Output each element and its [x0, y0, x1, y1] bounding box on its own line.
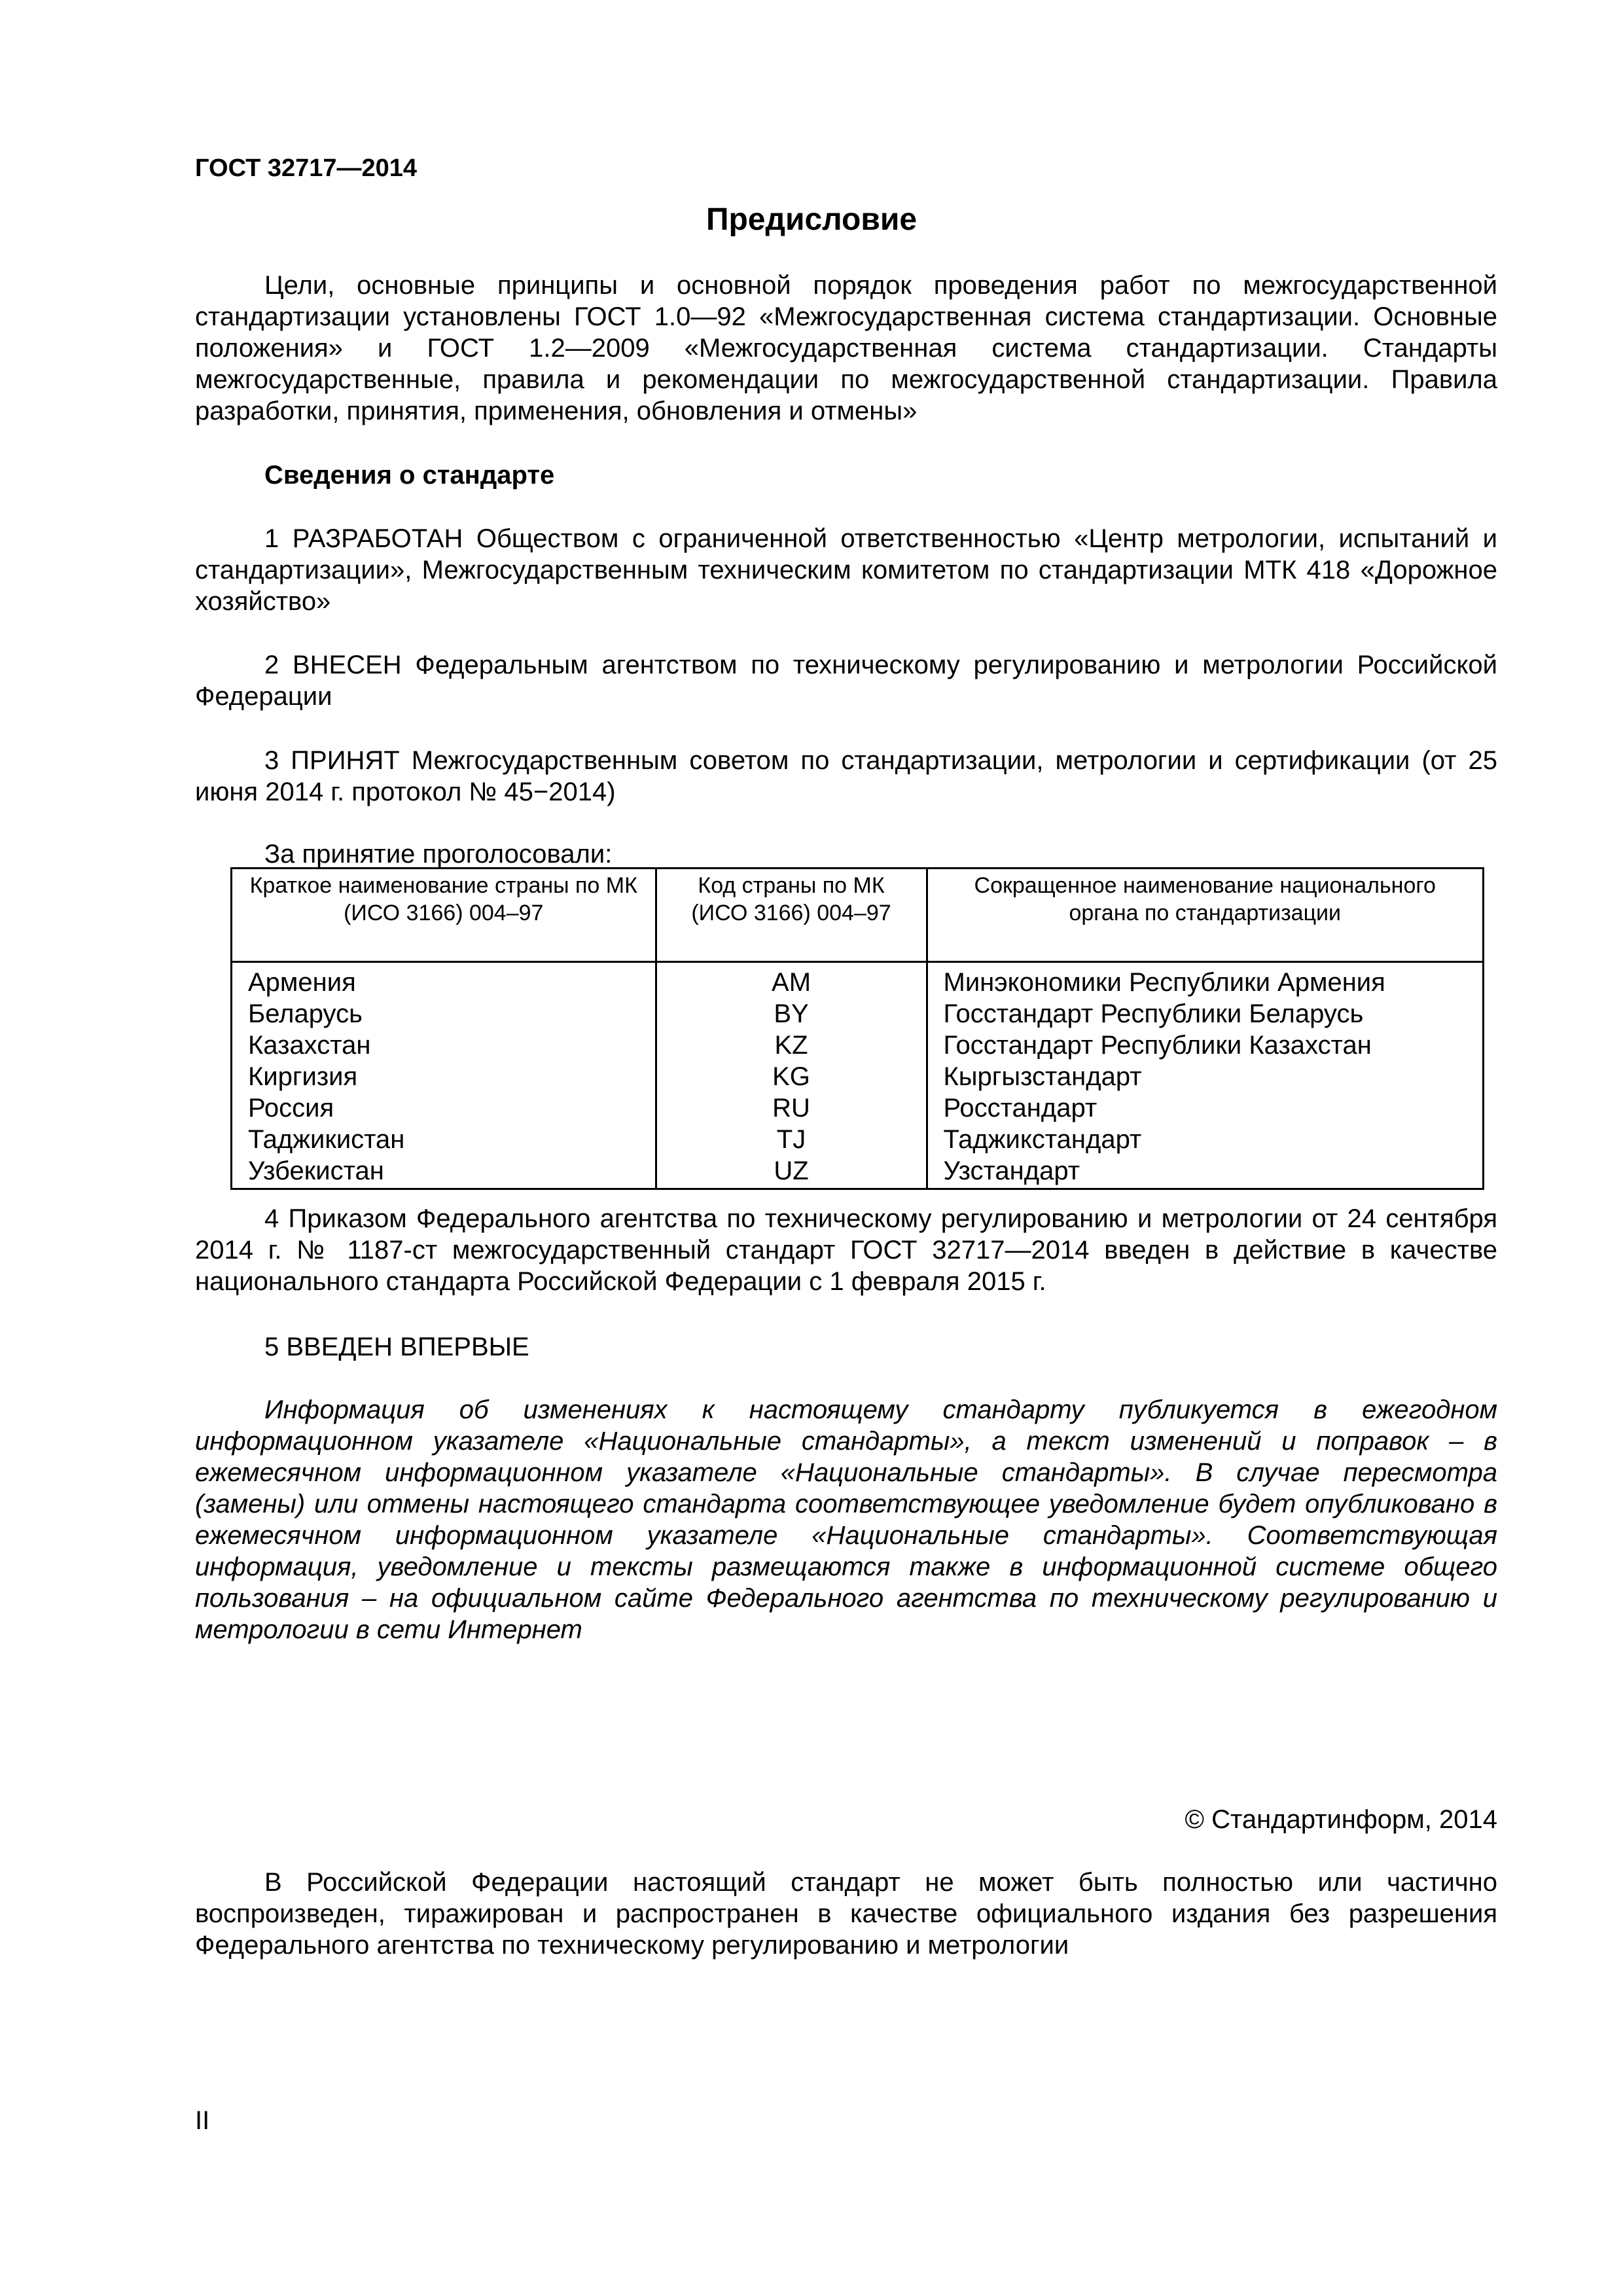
header-country-code: Код страны по МК (ИСО 3166) 004–97 — [656, 869, 927, 962]
table-row — [232, 962, 1484, 999]
table-header-row — [232, 869, 1484, 962]
document-code: ГОСТ 32717—2014 — [195, 154, 418, 182]
country-cell: Казахстан — [232, 1030, 656, 1061]
code-cell: KZ — [656, 1030, 927, 1061]
copyright: © Стандартинформ, 2014 — [1185, 1805, 1497, 1834]
table-row — [232, 1124, 1484, 1155]
country-cell: Таджикистан — [232, 1124, 656, 1155]
country-cell: Россия — [232, 1092, 656, 1124]
changes-info-notice: Информация об изменениях к настоящему стандарту публикуется в ежегодном информационном указателе «Национальные стандарты», а текст изменений и поправок – в ежемесячном информационном указателе «Национальные стандарты». В случае пересмотра (замены) или отмены настоящего стандарта соответствующее уведомление будет опубликовано в ежемесячном информационном указателе «Национальные стандарты». Соответствующая информация, уведомление и тексты размещаются также в информационной системе общего пользования – на официальном сайте Федерального агентства по техническому регулированию и метрологии в сети Интернет — [195, 1395, 1497, 1644]
body-cell: Росстандарт — [927, 1092, 1484, 1124]
country-cell: Беларусь — [232, 998, 656, 1030]
country-cell: Киргизия — [232, 1061, 656, 1092]
intro-paragraph: Цели, основные принципы и основной порядок проведения работ по межгосударственной стандартизации установлены ГОСТ 1.0—92 «Межгосударственная система стандартизации. Основные положения» и ГОСТ 1.2—2009 «Межгосударственная система стандартизации. Стандарты межгосударственные, правила и рекомендации по межгосударственной стандартизации. Правила разработки, принятия, применения, обновления и отмены» — [195, 271, 1497, 425]
body-cell: Госстандарт Республики Казахстан — [927, 1030, 1484, 1061]
table-row — [232, 998, 1484, 1030]
standard-info-heading: Сведения о стандарте — [264, 461, 555, 490]
code-cell: RU — [656, 1092, 927, 1124]
table-row — [232, 1092, 1484, 1124]
code-cell: BY — [656, 998, 927, 1030]
body-cell: Кыргызстандарт — [927, 1061, 1484, 1092]
voting-caption: За принятие проголосовали: — [264, 840, 613, 869]
item-1-developed: 1 РАЗРАБОТАН Обществом с ограниченной ответственностью «Центр метрологии, испытаний и стандартизации», Межгосударственным техническим комитетом по стандартизации МТК 418 «Дорожное хозяйство» — [195, 524, 1497, 616]
body-cell: Таджикстандарт — [927, 1124, 1484, 1155]
code-cell: KG — [656, 1061, 927, 1092]
body-cell: Госстандарт Республики Беларусь — [927, 998, 1484, 1030]
body-cell: Узстандарт — [927, 1155, 1484, 1189]
reproduction-notice: В Российской Федерации настоящий стандарт не может быть полностью или частично воспроизведен, тиражирован и распространен в качестве официального издания без разрешения Федерального агентства по техническому регулированию и метрологии — [195, 1868, 1497, 1960]
page-title: Предисловие — [705, 202, 918, 237]
code-cell: AM — [656, 962, 927, 999]
item-3-adopted: 3 ПРИНЯТ Межгосударственным советом по стандартизации, метрологии и сертификации (от 25 июня 2014 г. протокол № 45−2014) — [195, 746, 1497, 806]
item-2-introduced: 2 ВНЕСЕН Федеральным агентством по техническому регулированию и метрологии Российской Федерации — [195, 651, 1497, 711]
item-5-first-introduced: 5 ВВЕДЕН ВПЕРВЫЕ — [264, 1333, 529, 1361]
country-cell: Узбекистан — [232, 1155, 656, 1189]
table-row — [232, 1155, 1484, 1189]
code-cell: TJ — [656, 1124, 927, 1155]
body-cell: Минэкономики Республики Армения — [927, 962, 1484, 999]
table-row — [232, 1030, 1484, 1061]
voting-table — [230, 867, 1484, 1190]
code-cell: UZ — [656, 1155, 927, 1189]
page-number: II — [195, 2106, 210, 2135]
table-row — [232, 1061, 1484, 1092]
header-national-body: Сокращенное наименование национального органа по стандартизации — [927, 869, 1484, 962]
item-4-order: 4 Приказом Федерального агентства по техническому регулированию и метрологии от 24 сентября 2014 г. № 1187-ст межгосударственный стандарт ГОСТ 32717—2014 введен в действие в качестве национального стандарта Российской Федерации с 1 февраля 2015 г. — [195, 1204, 1497, 1296]
header-country-name: Краткое наименование страны по МК (ИСО 3166) 004–97 — [232, 869, 656, 962]
country-cell: Армения — [232, 962, 656, 999]
